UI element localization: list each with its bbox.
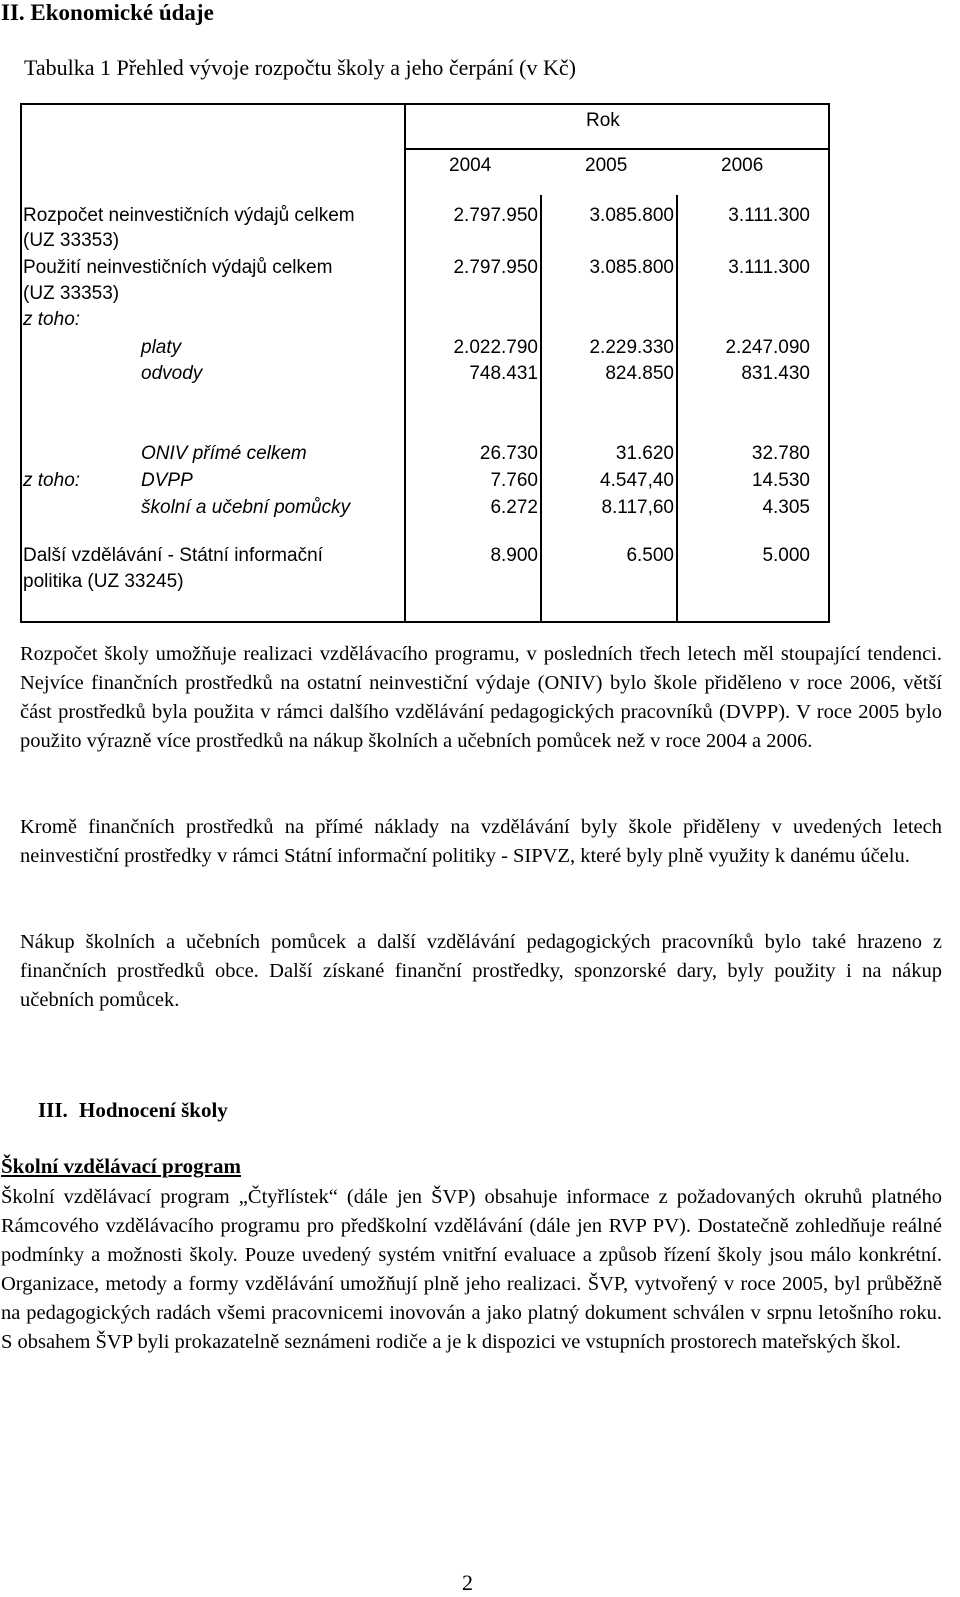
- table-border-left: [20, 103, 22, 623]
- row-pomucky-2004: 6.272: [490, 497, 538, 518]
- row-odvody-label: odvody: [141, 363, 203, 384]
- row-oniv-label: ONIV přímé celkem: [141, 443, 307, 464]
- row-dvpp-2004: 7.760: [490, 470, 538, 491]
- row-rozpocet-label-uz: (UZ 33353): [23, 230, 120, 251]
- table-border-top: [20, 103, 830, 105]
- section3-number: III.: [38, 1098, 68, 1122]
- page-number: 2: [462, 1570, 473, 1595]
- row-oniv-2004: 26.730: [479, 443, 538, 464]
- header-year-2004: 2004: [449, 155, 492, 176]
- row-dvpp-2005: 4.547,40: [600, 470, 674, 491]
- row-rozpocet-2006: 3.111.300: [728, 205, 810, 226]
- row-platy-2004: 2.022.790: [453, 337, 538, 358]
- table-divider-col1: [540, 195, 542, 623]
- table-divider-label: [404, 103, 406, 623]
- row-odvody-2004: 748.431: [469, 363, 538, 384]
- row-dvpp-2006: 14.530: [751, 470, 810, 491]
- row-pouziti-2004: 2.797.950: [453, 257, 538, 278]
- subheading-svp: Školní vzdělávací program: [1, 1154, 241, 1178]
- section3-title: Hodnocení školy: [79, 1098, 228, 1122]
- row-rozpocet-2005: 3.085.800: [589, 205, 674, 226]
- row-z-toho-2: z toho:: [23, 470, 81, 491]
- row-odvody-2005: 824.850: [605, 363, 674, 384]
- row-dvpp-label: DVPP: [141, 470, 193, 491]
- row-odvody-2006: 831.430: [741, 363, 810, 384]
- row-pouziti-label: Použití neinvestičních výdajů celkem: [23, 257, 333, 278]
- row-dalsi-2005: 6.500: [626, 545, 674, 566]
- row-z-toho-1: z toho:: [23, 309, 81, 330]
- row-pomucky-2005: 8.117,60: [601, 497, 674, 518]
- row-oniv-2005: 31.620: [615, 443, 674, 464]
- row-pomucky-2006: 4.305: [762, 497, 810, 518]
- table-border-right: [828, 103, 830, 623]
- header-rok: Rok: [586, 110, 620, 131]
- table-divider-rok: [404, 148, 830, 150]
- table-caption: Tabulka 1 Přehled vývoje rozpočtu školy a jeho čerpání (v Kč): [24, 55, 576, 80]
- row-dalsi-label: Další vzdělávání - Státní informační: [23, 545, 323, 566]
- budget-table: [20, 103, 830, 623]
- row-pouziti-2005: 3.085.800: [589, 257, 674, 278]
- row-pouziti-label-uz: (UZ 33353): [23, 283, 120, 304]
- paragraph-svp: Školní vzdělávací program „Čtyřlístek“ (dále jen ŠVP) obsahuje informace z požadovaných okruhů platného Rámcového vzdělávacího programu pro předškolní vzdělávání (dále jen RVP PV). Dostatečně zohledňuje reálné podmínky a možnosti školy. Pouze uvedený systém vnitřní evaluace a způsob řízení školy jsou málo konkrétní. Organizace, metody a formy vzdělávání umožňují plně jeho realizaci. ŠVP, vytvořený v roce 2005, byl průběžně na pedagogických radách všemi pracovnicemi inovován a jako platný dokument schválen v srpnu letošního roku. S obsahem ŠVP byli prokazatelně seznámeni rodiče a je k dispozici ve vstupních prostorech mateřských škol.: [1, 1186, 942, 1353]
- row-platy-label: platy: [141, 337, 182, 358]
- paragraph-purchases: Nákup školních a učebních pomůcek a další vzdělávání pedagogických pracovníků bylo také hrazeno z finančních prostředků obce. Další získané finanční prostředky, sponzorské dary, byly použity i na nákup učebních pomůcek.: [20, 931, 942, 1011]
- header-year-2005: 2005: [585, 155, 628, 176]
- row-platy-2005: 2.229.330: [589, 337, 674, 358]
- row-dalsi-2006: 5.000: [762, 545, 810, 566]
- row-pouziti-2006: 3.111.300: [728, 257, 810, 278]
- table-border-bottom: [20, 621, 830, 623]
- row-rozpocet-label: Rozpočet neinvestičních výdajů celkem: [23, 205, 355, 226]
- paragraph-sipvz: Kromě finančních prostředků na přímé náklady na vzdělávání byly škole přiděleny v uvedených letech neinvestiční prostředky v rámci Státní informační politiky - SIPVZ, které byly plně využity k danému účelu.: [20, 816, 942, 867]
- table-divider-col2: [676, 195, 678, 623]
- row-dalsi-2004: 8.900: [490, 545, 538, 566]
- row-rozpocet-2004: 2.797.950: [453, 205, 538, 226]
- row-pomucky-label: školní a učební pomůcky: [141, 497, 351, 518]
- header-year-2006: 2006: [721, 155, 764, 176]
- section-title: II. Ekonomické údaje: [1, 0, 214, 25]
- paragraph-budget: Rozpočet školy umožňuje realizaci vzdělávacího programu, v posledních třech letech měl stoupající tendenci. Nejvíce finančních prostředků na ostatní neinvestiční výdaje (ONIV) bylo škole přiděleno v roce 2006, větší část prostředků byla použita v rámci dalšího vzdělávání pedagogických pracovníků (DVPP). V roce 2005 bylo použito výrazně více prostředků na nákup školních a učebních pomůcek než v roce 2004 a 2006.: [20, 643, 942, 752]
- row-oniv-2006: 32.780: [751, 443, 810, 464]
- row-dalsi-label-uz: politika (UZ 33245): [23, 571, 184, 592]
- row-platy-2006: 2.247.090: [725, 337, 810, 358]
